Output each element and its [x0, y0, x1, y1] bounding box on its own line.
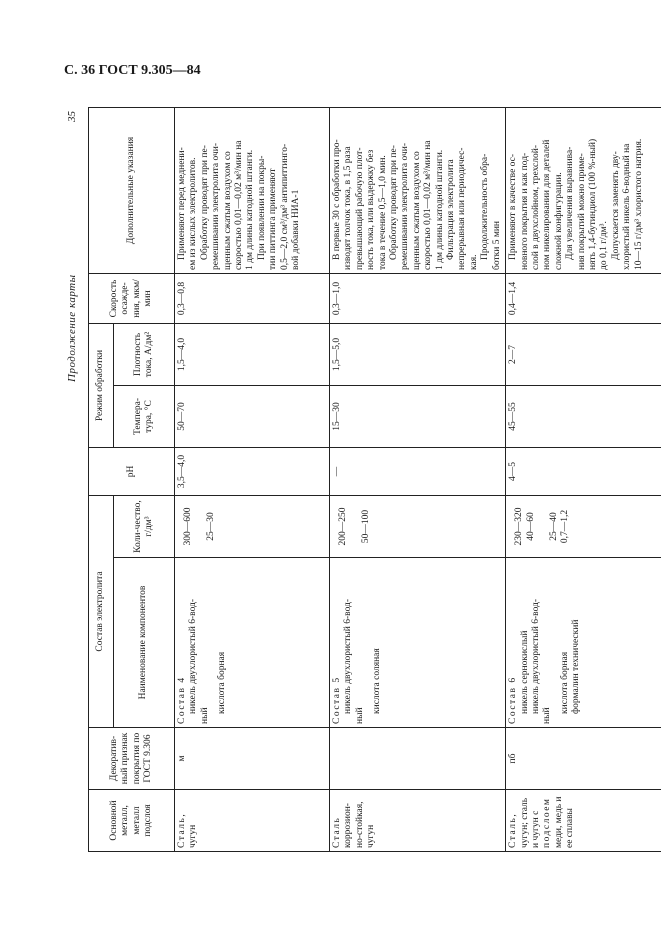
- header-current-density: Плотность тока, А/дм²: [114, 323, 175, 385]
- continuation-label: Продолжение карты: [66, 274, 78, 382]
- header-electrolyte: Состав электролита: [89, 495, 114, 727]
- header-notes: Дополнительные указания: [89, 107, 175, 273]
- components-cell: Состав 5 никель двухлористый 6-вод- ный кислота соляная: [330, 558, 506, 728]
- header-mode: Режим обработки: [89, 323, 114, 447]
- base-metal-cell: Сталь коррозион- но-стойкая, чугун: [330, 790, 506, 852]
- temp-cell: 15—30: [330, 385, 506, 447]
- electrolyte-table: [88, 107, 661, 852]
- temp-cell: 50—70: [175, 385, 330, 447]
- decor-cell: [330, 728, 506, 790]
- ph-cell: 4—5: [506, 447, 661, 495]
- notes-cell: Применяют в качестве ос- новного покрытия и как под- слой в двухслойном, трехслой- ном никелировании для деталей сложной конфигурации. Для увеличения выравнива- ния покрытий можно приме- нять 1,4-бутиндиол (100 %-ный) до 0,1 г/дм³. Допускается заменять дву- хлористый никель 6-водный на 10—15 г/дм³ хлористого натрия.: [506, 107, 661, 273]
- notes-cell: В первые 30 с обработки про- изводят толчок тока, в 1,5 раза превышающий рабочую плот- ность тока, или выдержку без тока в течение 0,5—1,0 мин. Обработку проводят при пе- ремешивании электролита очи- щенным сжатым воздухом со скоростью 0,01—0,02 м³/мин на 1 дм длины катодной штанги. Фильтрация электролита непрерывная или периодичес- кая. Продолжительность обра- ботки 5 мин: [330, 107, 506, 273]
- header-temp: Темпера-тура, °С: [114, 385, 175, 447]
- table-row: [175, 107, 330, 851]
- header-row-1: [89, 107, 114, 851]
- current-cell: 2—7: [506, 323, 661, 385]
- page-number: 35: [66, 111, 78, 122]
- decor-cell: м: [175, 728, 330, 790]
- quantity-cell: 200—250 50—100: [330, 495, 506, 557]
- page-header: С. 36 ГОСТ 9.305—84: [64, 63, 201, 78]
- current-cell: 1,5—4,0: [175, 323, 330, 385]
- header-rate: Скорость осажде-ния, мкм/мин: [89, 273, 175, 323]
- decor-cell: пб: [506, 728, 661, 790]
- ph-cell: 3,5—4,0: [175, 447, 330, 495]
- header-base-metal: Основной металл, металл подслоя: [89, 790, 175, 852]
- header-ph: pH: [89, 447, 175, 495]
- table-row: [506, 107, 661, 851]
- rate-cell: 0,3—1,0: [330, 273, 506, 323]
- quantity-cell: 300—600 25—30: [175, 495, 330, 557]
- base-metal-cell: Сталь, чугун: [175, 790, 330, 852]
- table-row: [330, 107, 506, 851]
- quantity-cell: 230—320 40—60 25—40 0,7—1,2: [506, 495, 661, 557]
- components-cell: Состав 4 никель двухлористый 6-вод- ный кислота борная: [175, 558, 330, 728]
- header-components: Наименование компонентов: [114, 558, 175, 728]
- current-cell: 1,5—5,0: [330, 323, 506, 385]
- rate-cell: 0,4—1,4: [506, 273, 661, 323]
- ph-cell: —: [330, 447, 506, 495]
- rate-cell: 0,3—0,8: [175, 273, 330, 323]
- components-cell: Состав 6 никель сернокислый никель двухлористый 6-вод- ный кислота борная формалин технический: [506, 558, 661, 728]
- base-metal-cell: Сталь, чугун; сталь и чугун с подслоем меди, медь и ее сплавы: [506, 790, 661, 852]
- temp-cell: 45—55: [506, 385, 661, 447]
- rotated-table-area: [66, 108, 644, 852]
- header-decor-sign: Декоратив-ный признак покрытия по ГОСТ 9.306: [89, 728, 175, 790]
- header-quantity: Коли-чество, г/дм³: [114, 495, 175, 557]
- notes-cell: Применяют перед меднени- ем из кислых электролитов. Обработку проводят при пе- ремешивании электролита очи- щенным сжатым воздухом со скоростью 0,01—0,02 м³/мин на 1 дм длины катодной штанги. При появлении на покры- тии питтинга применяют 0,5—2,0 см³/дм³ антипиттинго- вой добавки НИА-1: [175, 107, 330, 273]
